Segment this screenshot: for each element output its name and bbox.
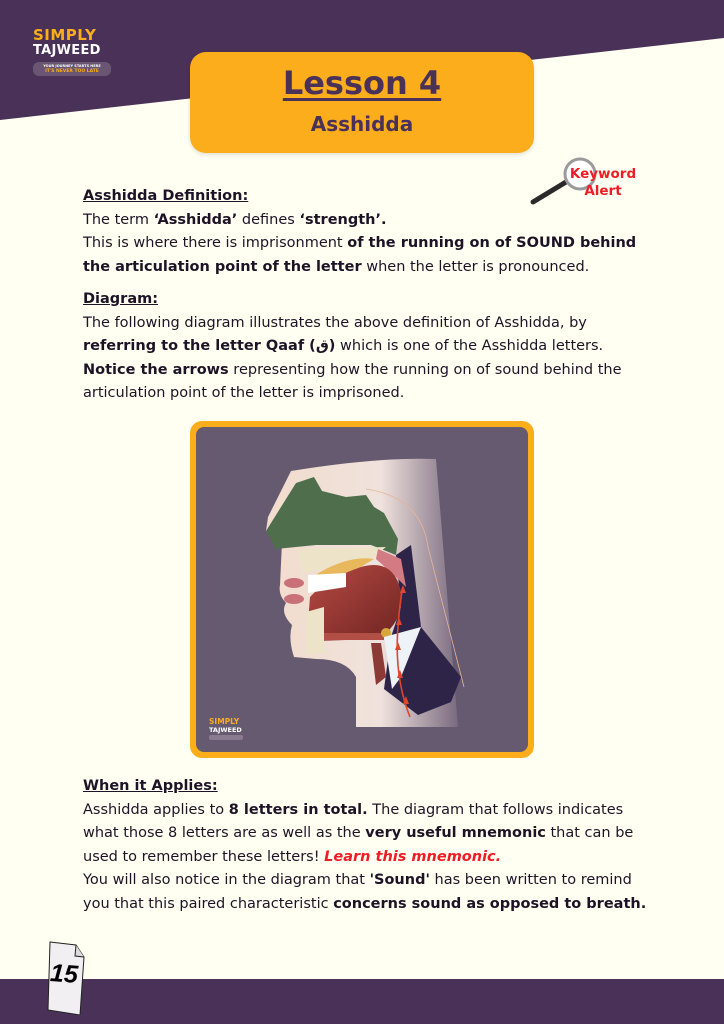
brand-tagline1: YOUR JOURNEY STARTS HERE	[43, 64, 101, 68]
watermark-line2: TAJWEED	[209, 726, 242, 734]
diagram-section	[83, 288, 653, 406]
diagram-figure	[190, 421, 534, 758]
head-cross-section-illustration	[196, 427, 528, 752]
definition-section	[83, 185, 653, 279]
lesson-subtitle: Asshidda	[310, 112, 414, 136]
brand-tagline	[33, 62, 111, 76]
learn-mnemonic-emphasis: Learn this mnemonic.	[324, 848, 502, 865]
keyword-line2: Alert	[584, 183, 622, 199]
footer-band	[0, 979, 724, 1024]
qaaf-articulation-diagram	[196, 427, 528, 752]
brand-line2: TAJWEED	[33, 43, 101, 58]
page-number-badge	[32, 940, 96, 1015]
applies-section	[83, 775, 653, 916]
lesson-title-box	[190, 52, 534, 153]
lesson-title: Lesson 4	[282, 64, 442, 102]
definition-sentence-1: The term ‘Asshidda’ defines ‘strength’.	[83, 211, 387, 228]
watermark-line1: SIMPLY	[209, 717, 240, 726]
diagram-heading: Diagram:	[83, 291, 159, 307]
applies-heading: When it Applies:	[83, 778, 218, 794]
applies-paragraph-1: Asshidda applies to 8 letters in total. The diagram that follows indicates what those 8 letters are as well as the very useful mnemonic that can be used to remember these letters! Learn this mnemonic.	[83, 801, 634, 865]
brand-line1: SIMPLY	[33, 26, 97, 44]
diagram-watermark-logo	[209, 718, 249, 740]
definition-sentence-2: This is where there is imprisonment of the running on of SOUND behind the articulation point of the letter when the letter is pronounced.	[83, 235, 637, 275]
applies-paragraph-2: You will also notice in the diagram that 'Sound' has been written to remind you that this paired characteristic concerns sound as opposed to breath.	[83, 872, 647, 912]
definition-heading: Asshidda Definition:	[83, 188, 249, 204]
diagram-description: The following diagram illustrates the above definition of Asshidda, by referring to the letter Qaaf (ق) which is one of the Asshidda letters. Notice the arrows representing how the running on of sound behind the articulation point of the letter is imprisoned.	[83, 314, 622, 401]
brand-logo	[33, 27, 113, 76]
keyword-line1: Keyword	[569, 166, 637, 182]
watermark-tagline	[209, 735, 243, 740]
page-number: 15	[49, 959, 79, 989]
brand-tagline2: IT'S NEVER TOO LATE	[45, 69, 99, 74]
